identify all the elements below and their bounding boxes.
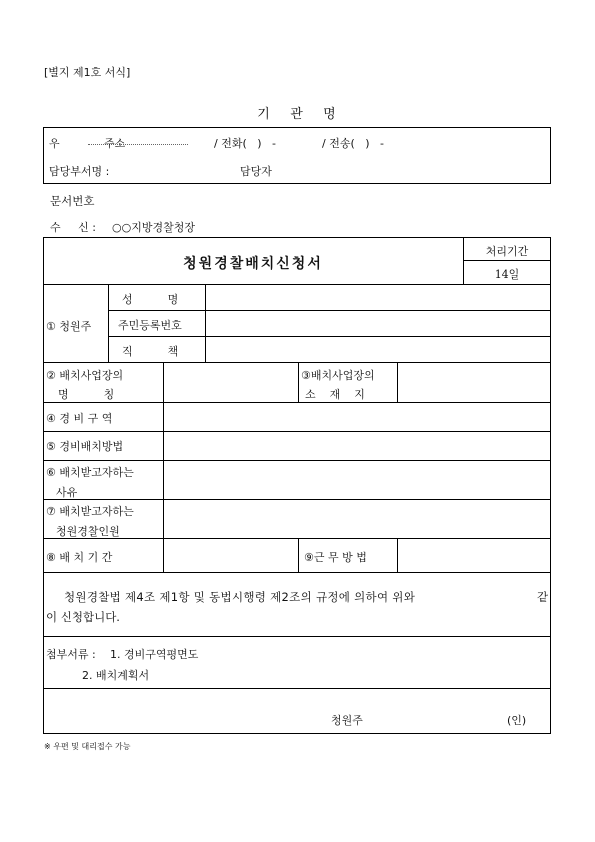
seal-mark: (인) xyxy=(507,714,527,727)
phone-label: / 전화( ) - xyxy=(214,137,276,150)
workplace-location-field[interactable] xyxy=(398,363,550,401)
form-title: 청원경찰배치신청서 xyxy=(183,256,323,272)
applicant-position-label: 직 책 xyxy=(122,345,179,358)
reason-field[interactable] xyxy=(164,461,550,498)
doc-number-label: 문서번호 xyxy=(50,194,95,208)
workplace-location-label-1: ③배치사업장의 xyxy=(301,369,375,382)
personnel-field[interactable] xyxy=(164,500,550,537)
personnel-label-1: ⑦ 배치받고자하는 xyxy=(46,505,134,518)
workplace-name-label-1: ② 배치사업장의 xyxy=(46,369,124,382)
recipient-value: ○○지방경찰청장 xyxy=(112,221,195,234)
processing-label: 처리기간 xyxy=(485,245,529,258)
work-method-label: ⑨근 무 방 법 xyxy=(304,551,367,564)
statement-line-1: 청원경찰법 제4조 제1항 및 동법시행령 제2조의 규정에 의하여 위와 xyxy=(64,590,416,604)
applicant-name-field[interactable] xyxy=(206,285,550,309)
personnel-label-2: 청원경찰인원 xyxy=(56,525,120,538)
statement-line-2: 이 신청합니다. xyxy=(46,610,120,624)
work-method-field[interactable] xyxy=(398,539,550,571)
statement-line-1-end: 같 xyxy=(537,590,549,604)
applicant-rrn-field[interactable] xyxy=(206,311,550,335)
fax-label: / 전송( ) - xyxy=(322,137,384,150)
address-label: 주소 xyxy=(104,137,126,150)
attachments-label: 첨부서류 : xyxy=(46,648,96,661)
agency-title: 기 관 명 xyxy=(257,107,338,122)
reason-label-2: 사유 xyxy=(56,486,78,499)
reason-label-1: ⑥ 배치받고자하는 xyxy=(46,466,134,479)
recipient-label: 수 신 : xyxy=(50,221,96,234)
workplace-name-field[interactable] xyxy=(164,363,297,401)
applicant-rrn-label: 주민등록번호 xyxy=(118,319,182,332)
period-field[interactable] xyxy=(164,539,297,571)
workplace-name-label-2: 명 칭 xyxy=(58,388,115,401)
form-label: [별지 제1호 서식] xyxy=(44,66,131,79)
applicant-position-field[interactable] xyxy=(206,337,550,361)
attachment-2: 2. 배치계획서 xyxy=(82,669,150,682)
postal-label: 우 xyxy=(49,137,60,150)
guard-method-label: ⑤ 경비배치방법 xyxy=(46,440,124,453)
signature-label: 청원주 xyxy=(331,714,363,727)
person-label: 담당자 xyxy=(240,165,272,178)
period-label: ⑧ 배 치 기 간 xyxy=(46,551,113,564)
signature-field[interactable] xyxy=(370,706,500,726)
applicant-label: ① 청원주 xyxy=(46,320,92,333)
attachment-1: 1. 경비구역평면도 xyxy=(110,648,199,661)
guard-area-label: ④ 경 비 구 역 xyxy=(46,412,113,425)
guard-area-field[interactable] xyxy=(164,403,550,430)
applicant-name-label: 성 명 xyxy=(122,293,179,306)
footnote: ※ 우편 및 대리접수 가능 xyxy=(44,742,131,751)
guard-method-field[interactable] xyxy=(164,432,550,459)
dept-label: 담당부서명 : xyxy=(49,165,110,178)
workplace-location-label-2: 소 재 지 xyxy=(305,388,365,401)
processing-value: 14일 xyxy=(494,268,520,281)
